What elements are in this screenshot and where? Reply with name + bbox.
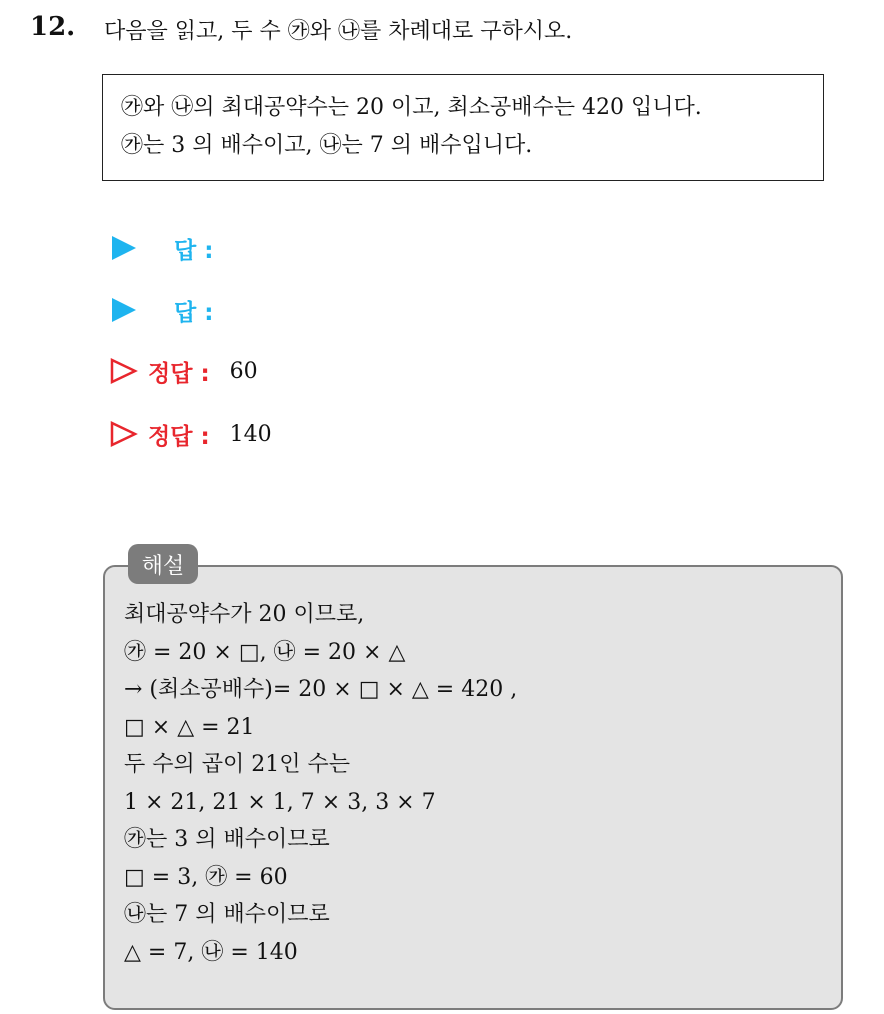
condition-box — [102, 74, 824, 181]
explanation-tag: 해설 — [128, 544, 198, 584]
explanation-line: 최대공약수가 20 이므로, — [124, 602, 365, 627]
explanation-line: □ = 3, ㉮ = 60 — [124, 864, 288, 890]
condition-line: ㉮와 ㉯의 최대공약수는 20 이고, 최소공배수는 420 입니다. — [121, 95, 702, 120]
play-triangle-icon — [112, 236, 136, 260]
answer-label: 답 : — [174, 299, 214, 326]
question-number: 12. — [30, 12, 76, 42]
explanation-content — [124, 596, 517, 971]
explanation-line: 두 수의 곱이 21인 수는 — [124, 752, 350, 777]
outline-triangle-icon — [110, 421, 138, 447]
outline-triangle-icon — [110, 358, 138, 384]
explanation-line: 1 × 21, 21 × 1, 7 × 3, 3 × 7 — [124, 789, 436, 815]
explanation-line: ㉮ = 20 × □, ㉯ = 20 × △ — [124, 639, 406, 665]
explanation-line: □ × △ = 21 — [124, 714, 255, 740]
correct-answer-row — [110, 351, 258, 391]
explanation-line: → (최소공배수)= 20 × □ × △ = 420 , — [124, 677, 518, 702]
explanation-line: ㉮는 3 의 배수이므로 — [124, 827, 330, 852]
condition-line: ㉮는 3 의 배수이고, ㉯는 7 의 배수입니다. — [121, 133, 533, 158]
correct-answer-value: 60 — [229, 358, 258, 384]
correct-answer-row — [110, 414, 272, 454]
explanation-line: △ = 7, ㉯ = 140 — [124, 939, 298, 965]
correct-answer-label: 정답 : — [148, 423, 210, 450]
correct-answer-value: 140 — [229, 421, 272, 447]
explanation-line: ㉯는 7 의 배수이므로 — [124, 902, 330, 927]
answer-row[interactable] — [112, 290, 213, 330]
question-text: 다음을 읽고, 두 수 ㉮와 ㉯를 차례대로 구하시오. — [104, 19, 573, 44]
answer-row[interactable] — [112, 228, 213, 268]
play-triangle-icon — [112, 298, 136, 322]
answer-label: 답 : — [174, 237, 214, 264]
correct-answer-label: 정답 : — [148, 360, 210, 387]
